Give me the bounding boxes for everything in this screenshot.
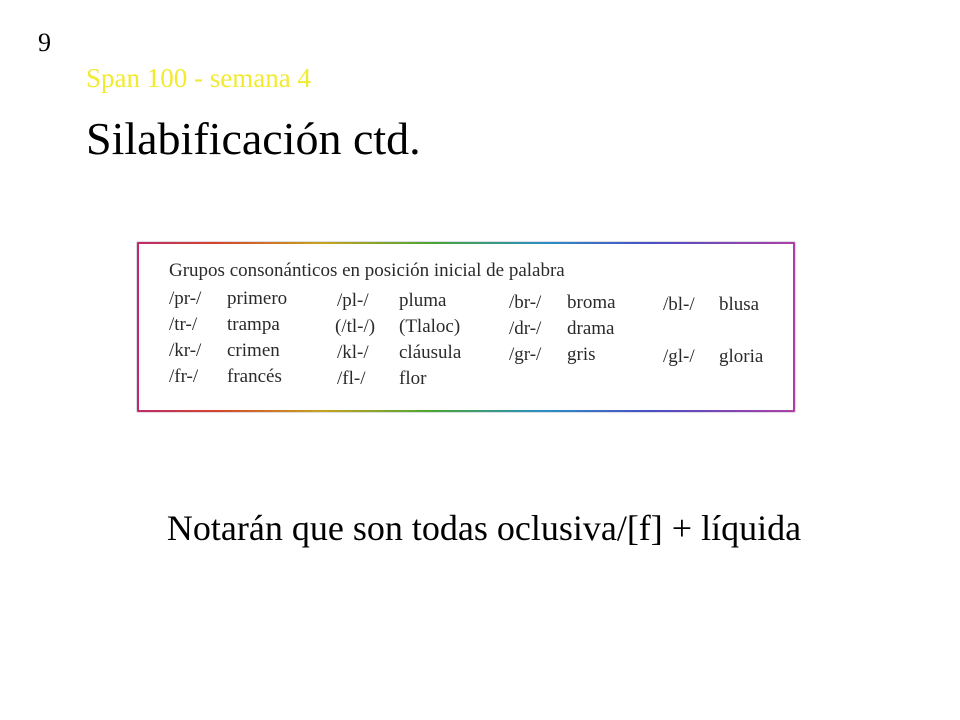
cluster-label: /fl-/ — [337, 368, 366, 389]
cluster-example: blusa — [719, 294, 760, 315]
cluster-example: trampa — [227, 314, 280, 335]
course-label: Span 100 - semana 4 — [86, 63, 311, 93]
cluster-example: broma — [567, 292, 616, 313]
cluster-example: primero — [227, 288, 288, 309]
cluster-label: /pl-/ — [337, 290, 369, 311]
cluster-example: francés — [227, 366, 282, 387]
cluster-label: /pr-/ — [169, 288, 202, 309]
cluster-example: flor — [399, 368, 427, 389]
cluster-label: /gl-/ — [663, 346, 695, 367]
cluster-label: /dr-/ — [509, 318, 542, 339]
cluster-label: /kl-/ — [337, 342, 369, 363]
cluster-example: cláusula — [399, 342, 462, 363]
cluster-label: /kr-/ — [169, 340, 202, 361]
cluster-example: pluma — [399, 290, 447, 311]
consonant-cluster-grid — [169, 284, 789, 394]
cluster-label: /bl-/ — [663, 294, 695, 315]
scanned-table-image — [134, 206, 798, 422]
footer-note: Notarán que son todas oclusiva/[f] + líquida — [166, 508, 802, 548]
cluster-label: /fr-/ — [169, 366, 199, 387]
slide-title: Silabificación ctd. — [86, 113, 421, 164]
cluster-example: gloria — [719, 346, 764, 367]
cluster-example: (Tlaloc) — [399, 316, 461, 337]
cluster-example: crimen — [227, 340, 280, 361]
consonant-cluster-box — [137, 242, 795, 412]
cluster-example: gris — [567, 344, 596, 365]
cluster-label: /tr-/ — [169, 314, 198, 335]
cluster-example: drama — [567, 318, 615, 339]
cluster-label: (/tl-/) — [335, 316, 376, 337]
cluster-label: /gr-/ — [509, 344, 542, 365]
slide-number: 9 — [38, 28, 51, 57]
cluster-label: /br-/ — [509, 292, 542, 313]
table-heading: Grupos consonánticos en posición inicial de palabra — [169, 260, 565, 281]
